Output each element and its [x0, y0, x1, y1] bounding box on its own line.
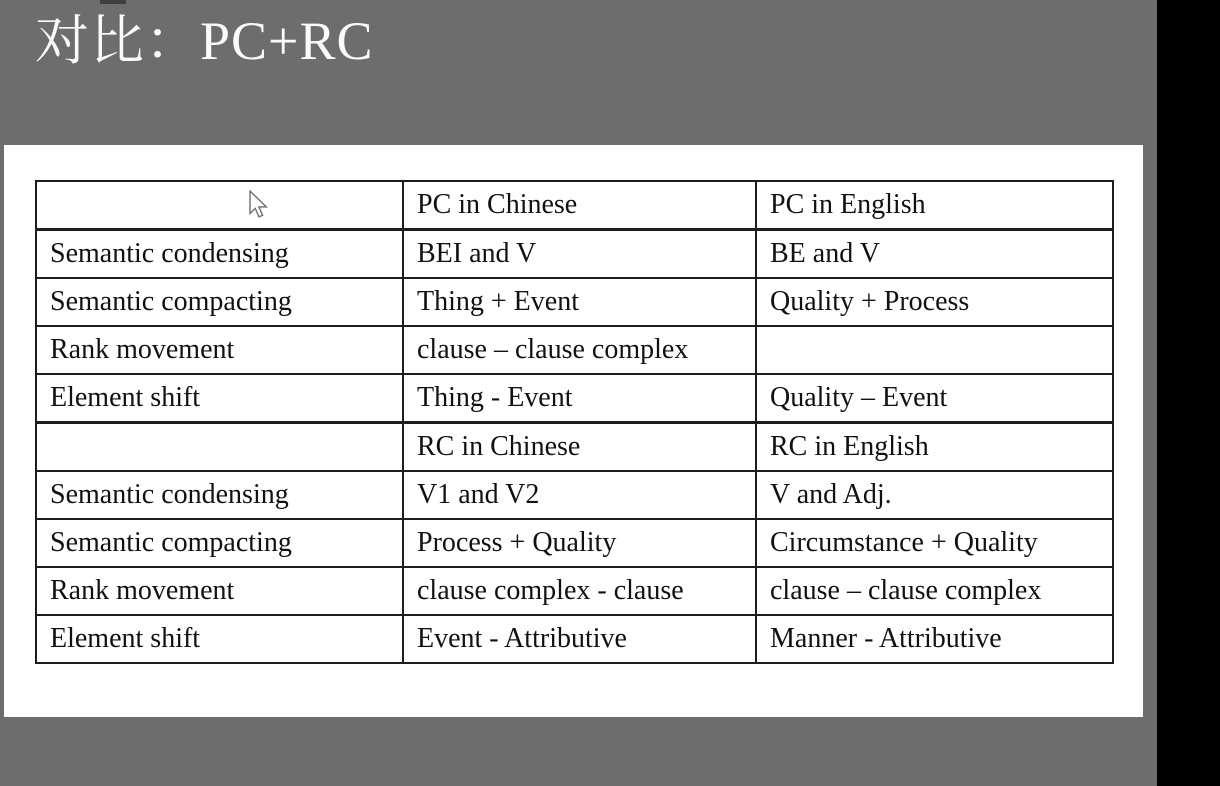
table-cell: Quality – Event	[756, 374, 1113, 423]
table-cell: Event - Attributive	[403, 615, 756, 663]
table-cell: Semantic condensing	[36, 471, 403, 519]
table-cell	[756, 326, 1113, 374]
top-notch-decoration	[100, 0, 126, 4]
table-cell: BE and V	[756, 230, 1113, 279]
table-cell: clause complex - clause	[403, 567, 756, 615]
table-cell: Rank movement	[36, 567, 403, 615]
table-cell	[36, 181, 403, 230]
table-cell: Rank movement	[36, 326, 403, 374]
table-cell: V and Adj.	[756, 471, 1113, 519]
table-cell: Semantic compacting	[36, 519, 403, 567]
table-row	[36, 471, 1113, 519]
table-cell: Thing + Event	[403, 278, 756, 326]
table-cell: Circumstance + Quality	[756, 519, 1113, 567]
content-panel	[4, 145, 1143, 717]
table-cell: clause – clause complex	[756, 567, 1113, 615]
arrow-cursor-icon	[248, 190, 271, 222]
table-cell: Element shift	[36, 615, 403, 663]
table-cell: clause – clause complex	[403, 326, 756, 374]
slide-title: 对比：PC+RC	[35, 11, 374, 71]
table-cell	[36, 423, 403, 472]
screen-right-black-strip	[1157, 0, 1220, 786]
table-row	[36, 519, 1113, 567]
table-row	[36, 423, 1113, 472]
table-row	[36, 326, 1113, 374]
table-cell: BEI and V	[403, 230, 756, 279]
table-cell: Thing - Event	[403, 374, 756, 423]
table-cell: PC in Chinese	[403, 181, 756, 230]
table-cell: Manner - Attributive	[756, 615, 1113, 663]
table-cell: Quality + Process	[756, 278, 1113, 326]
table-cell: Process + Quality	[403, 519, 756, 567]
table-cell: PC in English	[756, 181, 1113, 230]
comparison-table	[35, 180, 1114, 664]
table-cell: RC in English	[756, 423, 1113, 472]
table-cell: Semantic compacting	[36, 278, 403, 326]
table-cell: Semantic condensing	[36, 230, 403, 279]
table-row	[36, 278, 1113, 326]
table-row	[36, 181, 1113, 230]
table-row	[36, 230, 1113, 279]
table-row	[36, 567, 1113, 615]
table-cell: RC in Chinese	[403, 423, 756, 472]
table-cell: Element shift	[36, 374, 403, 423]
table-row	[36, 615, 1113, 663]
table-cell: V1 and V2	[403, 471, 756, 519]
table-row	[36, 374, 1113, 423]
